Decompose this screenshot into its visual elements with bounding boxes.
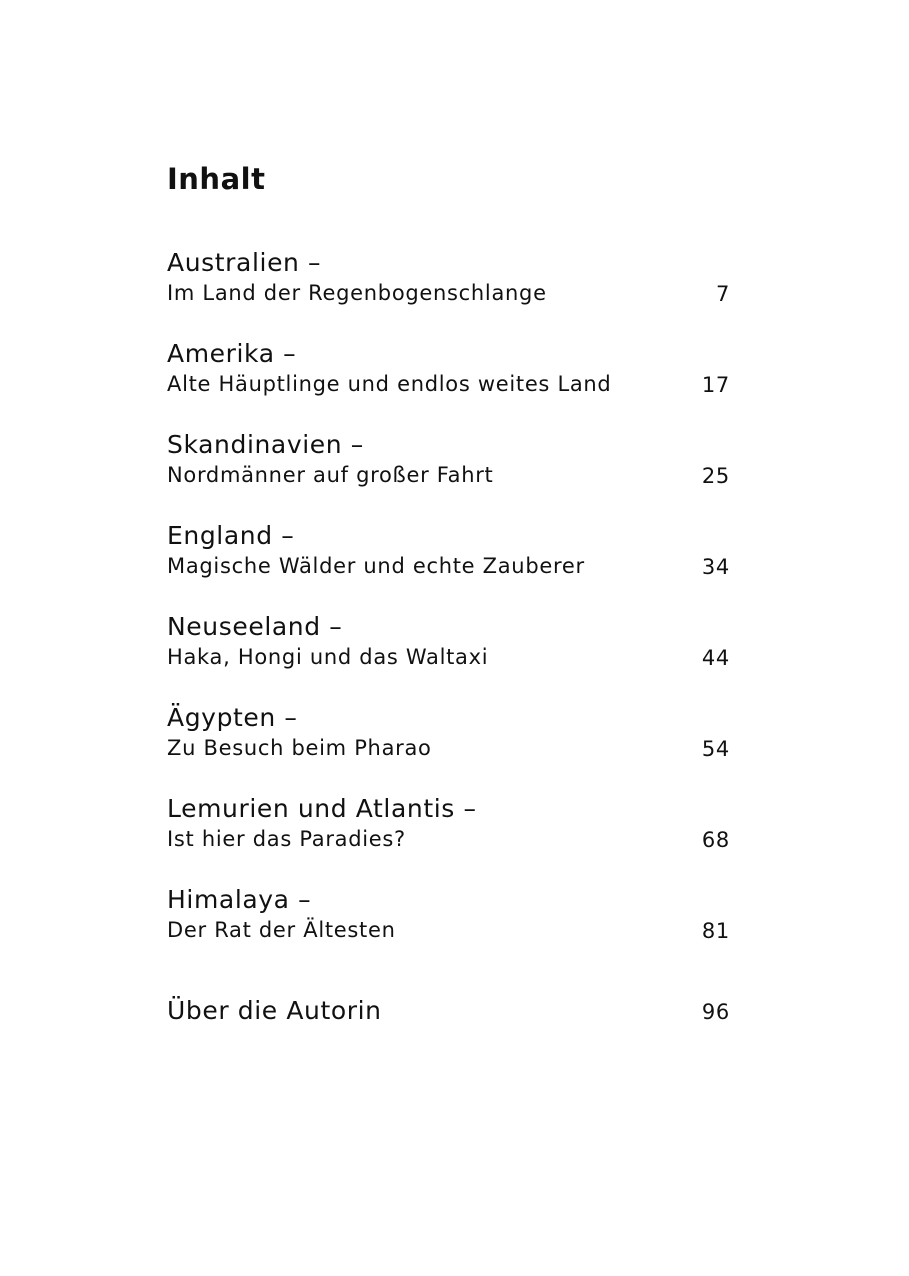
toc-entry-title: Skandinavien – bbox=[167, 430, 364, 459]
toc-entry-page-number: 68 bbox=[701, 828, 730, 852]
toc-entry-subtitle: Alte Häuptlinge und endlos weites Land bbox=[167, 372, 612, 396]
toc-entry-title: England – bbox=[167, 521, 295, 550]
toc-entry-page-number: 44 bbox=[701, 646, 730, 670]
toc-entry-subtitle: Haka, Hongi und das Waltaxi bbox=[167, 645, 489, 669]
toc-entry-title: Australien – bbox=[167, 248, 322, 277]
toc-entry-england[interactable] bbox=[167, 521, 737, 581]
table-of-contents bbox=[167, 0, 737, 1276]
toc-entry-title: Über die Autorin bbox=[167, 996, 382, 1025]
toc-entry-subtitle: Im Land der Regenbogenschlange bbox=[167, 281, 547, 305]
toc-entry-aegypten[interactable] bbox=[167, 703, 737, 763]
toc-entry-subtitle: Magische Wälder und echte Zauberer bbox=[167, 554, 585, 578]
toc-entry-neuseeland[interactable] bbox=[167, 612, 737, 672]
toc-entry-lemurien[interactable] bbox=[167, 794, 737, 854]
toc-heading: Inhalt bbox=[167, 162, 266, 196]
toc-entry-title: Lemurien und Atlantis – bbox=[167, 794, 477, 823]
toc-entry-title: Amerika – bbox=[167, 339, 297, 368]
toc-entry-subtitle: Zu Besuch beim Pharao bbox=[167, 736, 432, 760]
toc-entry-amerika[interactable] bbox=[167, 339, 737, 399]
toc-entry-page-number: 81 bbox=[701, 919, 730, 943]
toc-entry-page-number: 25 bbox=[701, 464, 730, 488]
toc-entry-page-number: 96 bbox=[701, 1000, 730, 1024]
toc-entry-title: Neuseeland – bbox=[167, 612, 343, 641]
toc-entry-subtitle: Ist hier das Paradies? bbox=[167, 827, 406, 851]
toc-entry-skandinavien[interactable] bbox=[167, 430, 737, 490]
toc-entry-page-number: 34 bbox=[701, 555, 730, 579]
toc-entry-title: Himalaya – bbox=[167, 885, 312, 914]
toc-entry-himalaya[interactable] bbox=[167, 885, 737, 945]
toc-entry-australien[interactable] bbox=[167, 248, 737, 308]
toc-entry-page-number: 7 bbox=[715, 282, 730, 306]
toc-entry-subtitle: Nordmänner auf großer Fahrt bbox=[167, 463, 494, 487]
toc-entry-autorin[interactable] bbox=[167, 996, 737, 1026]
toc-entry-page-number: 54 bbox=[701, 737, 730, 761]
toc-entry-page-number: 17 bbox=[701, 373, 730, 397]
toc-entry-title: Ägypten – bbox=[167, 703, 298, 732]
toc-entry-subtitle: Der Rat der Ältesten bbox=[167, 918, 396, 942]
